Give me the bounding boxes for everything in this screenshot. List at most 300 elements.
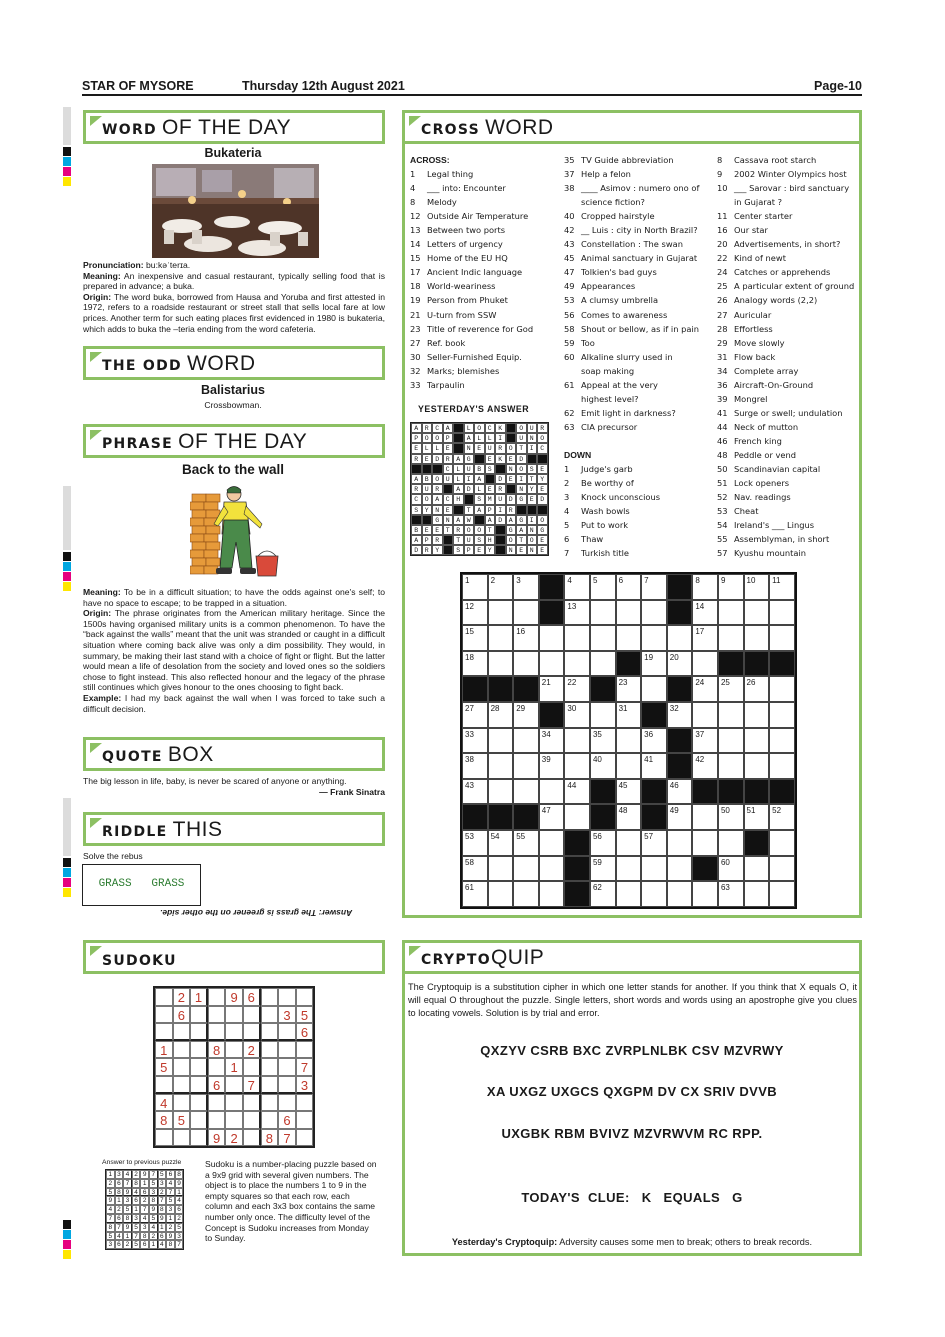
crossword-cell[interactable]: [769, 856, 795, 882]
crossword-cell[interactable]: 48: [616, 804, 642, 830]
crossword-cell[interactable]: [667, 625, 693, 651]
crossword-cell[interactable]: [564, 753, 590, 779]
sudoku-cell[interactable]: [173, 1129, 191, 1147]
crossword-cell[interactable]: [539, 779, 565, 805]
crossword-cell[interactable]: [718, 830, 744, 856]
sudoku-answer-cell: 2: [132, 1170, 141, 1179]
clue-text: Title of reverence for God: [427, 323, 534, 334]
sudoku-cell[interactable]: [243, 1111, 261, 1129]
crossword-cell[interactable]: 18: [462, 651, 488, 677]
crossword-cell[interactable]: 28: [488, 702, 514, 728]
crossword-cell[interactable]: [539, 625, 565, 651]
crossword-cell[interactable]: 22: [564, 676, 590, 702]
sudoku-answer-cell: 6: [115, 1214, 124, 1223]
crossword-cell[interactable]: 62: [590, 881, 616, 907]
clue-text: Flow back: [734, 351, 776, 362]
crossword-cell[interactable]: [744, 881, 770, 907]
answer-cell: A: [432, 494, 443, 504]
crossword-cell[interactable]: [769, 753, 795, 779]
down-clues-column: [717, 153, 859, 560]
answer-cell: D: [495, 474, 506, 484]
black-square: [495, 464, 506, 474]
clue-number: 27: [717, 309, 728, 320]
crossword-cell[interactable]: 5: [590, 574, 616, 600]
crossword-cell[interactable]: [744, 856, 770, 882]
crossword-cell[interactable]: 61: [462, 881, 488, 907]
crossword-cell[interactable]: 44: [564, 779, 590, 805]
sudoku-answer-cell: 5: [166, 1196, 175, 1205]
clue-text: __ Luis : city in North Brazil?: [581, 225, 698, 236]
crossword-cell[interactable]: [641, 856, 667, 882]
answer-cell: R: [443, 454, 454, 464]
crossword-cell[interactable]: 38: [462, 753, 488, 779]
clue-row: [564, 392, 714, 406]
section-title: SUDOKU: [102, 953, 177, 969]
crossword-cell[interactable]: [718, 600, 744, 626]
crossword-cell[interactable]: 63: [718, 881, 744, 907]
sudoku-answer-cell: 2: [149, 1232, 158, 1241]
sudoku-cell[interactable]: [190, 1094, 208, 1112]
sudoku-answer-cell: 7: [106, 1214, 115, 1223]
crossword-cell[interactable]: 51: [744, 804, 770, 830]
clue-row: [564, 350, 714, 364]
crossword-cell[interactable]: [616, 600, 642, 626]
crossword-cell[interactable]: [616, 830, 642, 856]
crossword-cell[interactable]: [641, 676, 667, 702]
clue-row: [717, 251, 859, 265]
clue-text: 2002 Winter Olympics host: [734, 169, 847, 180]
answer-cell: M: [485, 494, 496, 504]
crossword-cell[interactable]: [718, 728, 744, 754]
answer-cell: B: [422, 474, 433, 484]
crossword-cell[interactable]: [692, 702, 718, 728]
sudoku-answer-cell: 1: [140, 1179, 149, 1188]
crossword-cell[interactable]: 24: [692, 676, 718, 702]
sudoku-cell[interactable]: [208, 1006, 226, 1024]
sudoku-answer-label: Answer to previous puzzle: [102, 1159, 182, 1166]
crossword-cell[interactable]: [539, 651, 565, 677]
clue-number: 8: [717, 155, 723, 165]
crossword-cell[interactable]: [564, 804, 590, 830]
crossword-cell[interactable]: [718, 753, 744, 779]
crossword-cell[interactable]: [513, 856, 539, 882]
crossword-cell[interactable]: [616, 625, 642, 651]
quote-heading: [83, 737, 385, 771]
clue-text: Too: [581, 337, 595, 348]
crossword-cell[interactable]: 23: [616, 676, 642, 702]
sudoku-cell[interactable]: [296, 988, 314, 1006]
sudoku-cell[interactable]: [243, 1058, 261, 1076]
print-mark-yellow: [63, 1250, 71, 1259]
clue-number: 52: [717, 492, 728, 503]
crossword-cell[interactable]: 59: [590, 856, 616, 882]
crossword-cell[interactable]: [616, 728, 642, 754]
sudoku-cell[interactable]: [261, 988, 279, 1006]
answer-cell: B: [474, 464, 485, 474]
crossword-cell[interactable]: [488, 728, 514, 754]
crossword-cell[interactable]: 47: [539, 804, 565, 830]
print-mark-cyan: [63, 157, 71, 166]
crossword-cell[interactable]: [769, 600, 795, 626]
crossword-cell[interactable]: 19: [641, 651, 667, 677]
sudoku-answer-cell: 8: [149, 1196, 158, 1205]
crossword-cell[interactable]: [513, 651, 539, 677]
sudoku-cell[interactable]: [190, 1076, 208, 1094]
print-mark-magenta: [63, 878, 71, 887]
crossword-cell[interactable]: [718, 625, 744, 651]
answer-cell: E: [443, 443, 454, 453]
sudoku-cell[interactable]: [278, 1076, 296, 1094]
sudoku-cell[interactable]: [225, 1076, 243, 1094]
clue-text: Outside Air Temperature: [427, 211, 529, 222]
crossword-cell[interactable]: 1: [462, 574, 488, 600]
crossword-cell[interactable]: [488, 651, 514, 677]
answer-cell: D: [537, 494, 548, 504]
crossword-cell[interactable]: 13: [564, 600, 590, 626]
clue-row: [717, 322, 859, 336]
crossword-cell[interactable]: 33: [462, 728, 488, 754]
sudoku-cell[interactable]: [261, 1006, 279, 1024]
sudoku-cell[interactable]: [261, 1076, 279, 1094]
sudoku-cell[interactable]: [155, 988, 173, 1006]
sudoku-cell[interactable]: [296, 1094, 314, 1112]
clue-text: Assemblyman, in short: [734, 534, 830, 545]
sudoku-cell[interactable]: [155, 1006, 173, 1024]
crossword-cell[interactable]: 3: [513, 574, 539, 600]
clue-row: [564, 153, 714, 167]
clue-text: Marks; blemishes: [427, 365, 500, 376]
crossword-cell[interactable]: [539, 856, 565, 882]
crossword-cell[interactable]: 50: [718, 804, 744, 830]
answer-cell: L: [474, 484, 485, 494]
crossword-cell[interactable]: [488, 779, 514, 805]
crossword-cell[interactable]: [590, 702, 616, 728]
sudoku-cell[interactable]: [278, 1094, 296, 1112]
crossword-cell[interactable]: [616, 881, 642, 907]
crossword-cell[interactable]: 8: [692, 574, 718, 600]
crossword-cell[interactable]: 6: [616, 574, 642, 600]
sudoku-cell[interactable]: [190, 1041, 208, 1059]
clue-text: Analogy words (2,2): [734, 295, 818, 306]
crossword-cell[interactable]: [718, 702, 744, 728]
answer-cell: E: [537, 484, 548, 494]
sudoku-cell[interactable]: [225, 1006, 243, 1024]
sudoku-cell[interactable]: [190, 1111, 208, 1129]
sudoku-cell[interactable]: [190, 1058, 208, 1076]
crossword-cell[interactable]: 20: [667, 651, 693, 677]
black-square: [513, 676, 539, 702]
crossword-cell[interactable]: [513, 881, 539, 907]
crossword-cell[interactable]: [564, 651, 590, 677]
sudoku-cell[interactable]: [208, 1058, 226, 1076]
sudoku-answer-cell: 5: [149, 1214, 158, 1223]
crossword-cell[interactable]: [616, 856, 642, 882]
clue-number: 57: [717, 548, 728, 559]
clue-number: 19: [410, 295, 421, 306]
black-square: [506, 433, 517, 443]
crossword-cell[interactable]: 58: [462, 856, 488, 882]
sudoku-cell[interactable]: [296, 1129, 314, 1147]
clue-row: [564, 406, 714, 420]
riddle-prompt: Solve the rebus: [83, 851, 143, 861]
crossword-cell[interactable]: 12: [462, 600, 488, 626]
crossword-cell[interactable]: [692, 804, 718, 830]
crossword-cell[interactable]: 2: [488, 574, 514, 600]
sudoku-cell[interactable]: [225, 1041, 243, 1059]
sudoku-description: Sudoku is a number-placing puzzle based on a 9x9 grid with several given numbers. The object is to place the numbers 1 to 9 in the empty squares so that each row, each column and each 3x3 box contains the same number only once. The difficulty level of the Concept is Sudoku increases from Monday to Sunday.: [205, 1159, 377, 1244]
crossword-cell[interactable]: [590, 651, 616, 677]
crossword-cell[interactable]: 53: [462, 830, 488, 856]
sudoku-cell: 2: [243, 1041, 261, 1059]
sudoku-cell[interactable]: [261, 1094, 279, 1112]
black-square: [443, 535, 454, 545]
corner-notch: [90, 430, 102, 440]
sudoku-cell: 2: [225, 1129, 243, 1147]
crossword-cell[interactable]: 56: [590, 830, 616, 856]
crossword-cell[interactable]: [488, 856, 514, 882]
yesterday-answer-heading: YESTERDAY'S ANSWER: [418, 404, 530, 414]
sudoku-cell[interactable]: [173, 1058, 191, 1076]
crossword-cell[interactable]: 10: [744, 574, 770, 600]
sudoku-cell[interactable]: [225, 1094, 243, 1112]
clue-text: Peddle or vend: [734, 449, 797, 460]
clue-row: [717, 167, 859, 181]
crossword-cell[interactable]: 60: [718, 856, 744, 882]
crossword-cell[interactable]: 30: [564, 702, 590, 728]
clue-number: 8: [410, 197, 416, 208]
crossword-cell[interactable]: 7: [641, 574, 667, 600]
clue-number: 44: [717, 421, 728, 432]
crossword-cell[interactable]: [590, 600, 616, 626]
crossword-cell[interactable]: [744, 702, 770, 728]
clue-row: [564, 546, 714, 560]
clue-row: [564, 308, 714, 322]
black-square: [453, 443, 464, 453]
crossword-cell[interactable]: 16: [513, 625, 539, 651]
crossword-cell[interactable]: [641, 600, 667, 626]
crossword-cell[interactable]: [769, 702, 795, 728]
crossword-cell[interactable]: [641, 881, 667, 907]
crossword-cell[interactable]: [769, 625, 795, 651]
sudoku-cell[interactable]: [243, 1094, 261, 1112]
crossword-cell[interactable]: 34: [539, 728, 565, 754]
sudoku-cell[interactable]: [225, 1023, 243, 1041]
sudoku-answer-cell: 9: [149, 1205, 158, 1214]
crossword-cell[interactable]: [692, 651, 718, 677]
word-meaning: An inexpensive and casual restaurant, typically selling food that is prepared in advance; a buka.: [83, 270, 385, 292]
sudoku-cell[interactable]: [190, 1023, 208, 1041]
print-mark-magenta: [63, 1240, 71, 1249]
clue-text: Tolkien's bad guys: [581, 267, 657, 278]
sudoku-cell[interactable]: [173, 1094, 191, 1112]
sudoku-cell[interactable]: [208, 1023, 226, 1041]
section-title-big: BOX: [167, 743, 214, 766]
black-square: [537, 454, 548, 464]
clue-text: Neck of mutton: [734, 421, 799, 432]
answer-cell: O: [474, 525, 485, 535]
crossword-cell[interactable]: [488, 600, 514, 626]
sudoku-cell[interactable]: [225, 1111, 243, 1129]
crossword-cell[interactable]: 11: [769, 574, 795, 600]
sudoku-answer-cell: 6: [175, 1205, 184, 1214]
sudoku-cell[interactable]: [296, 1041, 314, 1059]
crossword-cell[interactable]: [539, 830, 565, 856]
sudoku-cell[interactable]: [243, 1129, 261, 1147]
crossword-cell[interactable]: [513, 600, 539, 626]
clue-text: Surge or swell; undulation: [734, 407, 843, 418]
sudoku-cell[interactable]: [296, 1111, 314, 1129]
crossword-cell[interactable]: 46: [667, 779, 693, 805]
crossword-cell[interactable]: 55: [513, 830, 539, 856]
crossword-cell[interactable]: [692, 881, 718, 907]
sudoku-answer-cell: 9: [123, 1223, 132, 1232]
crossword-cell[interactable]: 45: [616, 779, 642, 805]
crossword-cell[interactable]: 35: [590, 728, 616, 754]
print-mark-black: [63, 858, 71, 867]
crossword-cell[interactable]: [513, 728, 539, 754]
clue-row: [564, 364, 714, 378]
crossword-cell[interactable]: 17: [692, 625, 718, 651]
crossword-cell[interactable]: 41: [641, 753, 667, 779]
crossword-cell[interactable]: [667, 830, 693, 856]
crossword-cell[interactable]: [744, 600, 770, 626]
sudoku-cell[interactable]: [190, 1006, 208, 1024]
crossword-cell[interactable]: 54: [488, 830, 514, 856]
answer-cell: E: [443, 505, 454, 515]
crossword-cell[interactable]: [616, 753, 642, 779]
crossword-cell[interactable]: [641, 625, 667, 651]
clue-text: Auricular: [734, 309, 772, 320]
answer-cell: P: [485, 505, 496, 515]
crossword-cell[interactable]: [513, 779, 539, 805]
sudoku-cell[interactable]: [278, 1023, 296, 1041]
crossword-cell[interactable]: [769, 881, 795, 907]
sudoku-cell[interactable]: [173, 1023, 191, 1041]
clue-row: [564, 167, 714, 181]
crossword-cell[interactable]: [744, 625, 770, 651]
black-square: [485, 474, 496, 484]
crossword-cell[interactable]: 42: [692, 753, 718, 779]
sudoku-cell[interactable]: [208, 1094, 226, 1112]
sudoku-cell[interactable]: [208, 1111, 226, 1129]
crossword-cell[interactable]: 21: [539, 676, 565, 702]
crossword-cell[interactable]: 36: [641, 728, 667, 754]
sudoku-cell[interactable]: [261, 1023, 279, 1041]
sudoku-cell[interactable]: [243, 1006, 261, 1024]
crossword-cell[interactable]: [590, 625, 616, 651]
clue-text: soap making: [581, 365, 635, 376]
crossword-cell[interactable]: 52: [769, 804, 795, 830]
crossword-cell[interactable]: 14: [692, 600, 718, 626]
crossword-cell[interactable]: [564, 728, 590, 754]
sudoku-answer-cell: 2: [158, 1188, 167, 1197]
sudoku-cell[interactable]: [278, 988, 296, 1006]
crossword-cell[interactable]: 49: [667, 804, 693, 830]
crossword-cell[interactable]: [564, 625, 590, 651]
sudoku-cell[interactable]: [173, 1076, 191, 1094]
answer-cell: H: [485, 535, 496, 545]
clue-number: 29: [717, 337, 728, 348]
clue-text: U-turn from SSW: [427, 309, 497, 320]
sudoku-cell[interactable]: [243, 1023, 261, 1041]
clue-number: 36: [717, 379, 728, 390]
crossword-cell[interactable]: 9: [718, 574, 744, 600]
sudoku-answer-cell: 5: [106, 1188, 115, 1197]
crossword-cell[interactable]: [769, 676, 795, 702]
crossword-cell[interactable]: 29: [513, 702, 539, 728]
sudoku-cell: 1: [225, 1058, 243, 1076]
clue-number: 56: [564, 309, 575, 320]
crossword-cell[interactable]: [539, 881, 565, 907]
sudoku-cell[interactable]: [190, 1129, 208, 1147]
crossword-cell[interactable]: 39: [539, 753, 565, 779]
crossword-cell[interactable]: [488, 625, 514, 651]
crossword-cell[interactable]: 31: [616, 702, 642, 728]
clue-number: 24: [717, 267, 728, 278]
title-divider: [405, 141, 859, 144]
sudoku-answer-cell: 3: [132, 1214, 141, 1223]
clue-number: 28: [717, 323, 728, 334]
crossword-cell[interactable]: 43: [462, 779, 488, 805]
black-square: [495, 535, 506, 545]
sudoku-cell[interactable]: [261, 1058, 279, 1076]
sudoku-cell[interactable]: [278, 1058, 296, 1076]
crossword-cell[interactable]: [667, 856, 693, 882]
clue-number: 11: [717, 211, 728, 222]
sudoku-cell[interactable]: [155, 1129, 173, 1147]
crossword-cell[interactable]: [667, 881, 693, 907]
crossword-cell[interactable]: 32: [667, 702, 693, 728]
crossword-cell[interactable]: [744, 728, 770, 754]
sudoku-cell[interactable]: [155, 1076, 173, 1094]
crossword-cell[interactable]: 27: [462, 702, 488, 728]
answer-cell: A: [474, 505, 485, 515]
crossword-cell[interactable]: [744, 753, 770, 779]
clue-text: A clumsy umbrella: [581, 295, 659, 306]
answer-cell: P: [443, 433, 454, 443]
crossword-cell[interactable]: [513, 753, 539, 779]
crossword-cell[interactable]: 4: [564, 574, 590, 600]
crossword-cell[interactable]: [488, 753, 514, 779]
crossword-cell[interactable]: 37: [692, 728, 718, 754]
crossword-cell[interactable]: 40: [590, 753, 616, 779]
sudoku-cell[interactable]: [278, 1041, 296, 1059]
sudoku-cell[interactable]: [261, 1111, 279, 1129]
clue-text: Kyushu mountain: [734, 548, 807, 559]
sudoku-answer-cell: 4: [149, 1223, 158, 1232]
crossword-cell[interactable]: 26: [744, 676, 770, 702]
sudoku-cell[interactable]: [208, 988, 226, 1006]
clue-row: [564, 420, 714, 434]
crossword-cell[interactable]: 57: [641, 830, 667, 856]
crossword-cell[interactable]: [488, 881, 514, 907]
sudoku-cell[interactable]: [261, 1041, 279, 1059]
cipher-line-1: QXZYV CSRB BXC ZVRPLNLBK CSV MZVRWY: [480, 1043, 784, 1058]
crossword-cell[interactable]: [769, 728, 795, 754]
sudoku-cell[interactable]: [155, 1023, 173, 1041]
clue-row: [717, 406, 859, 420]
sudoku-cell[interactable]: [173, 1041, 191, 1059]
quote-text: The big lesson in life, baby, is never be scared of anyone or anything.: [83, 776, 347, 786]
crossword-cell[interactable]: 15: [462, 625, 488, 651]
answer-cell: R: [432, 535, 443, 545]
clue-number: 17: [410, 267, 421, 278]
crossword-cell[interactable]: [769, 830, 795, 856]
crossword-cell[interactable]: [692, 830, 718, 856]
crossword-cell[interactable]: 25: [718, 676, 744, 702]
clue-text: Constellation : The swan: [581, 239, 683, 250]
answer-cell: U: [443, 474, 454, 484]
